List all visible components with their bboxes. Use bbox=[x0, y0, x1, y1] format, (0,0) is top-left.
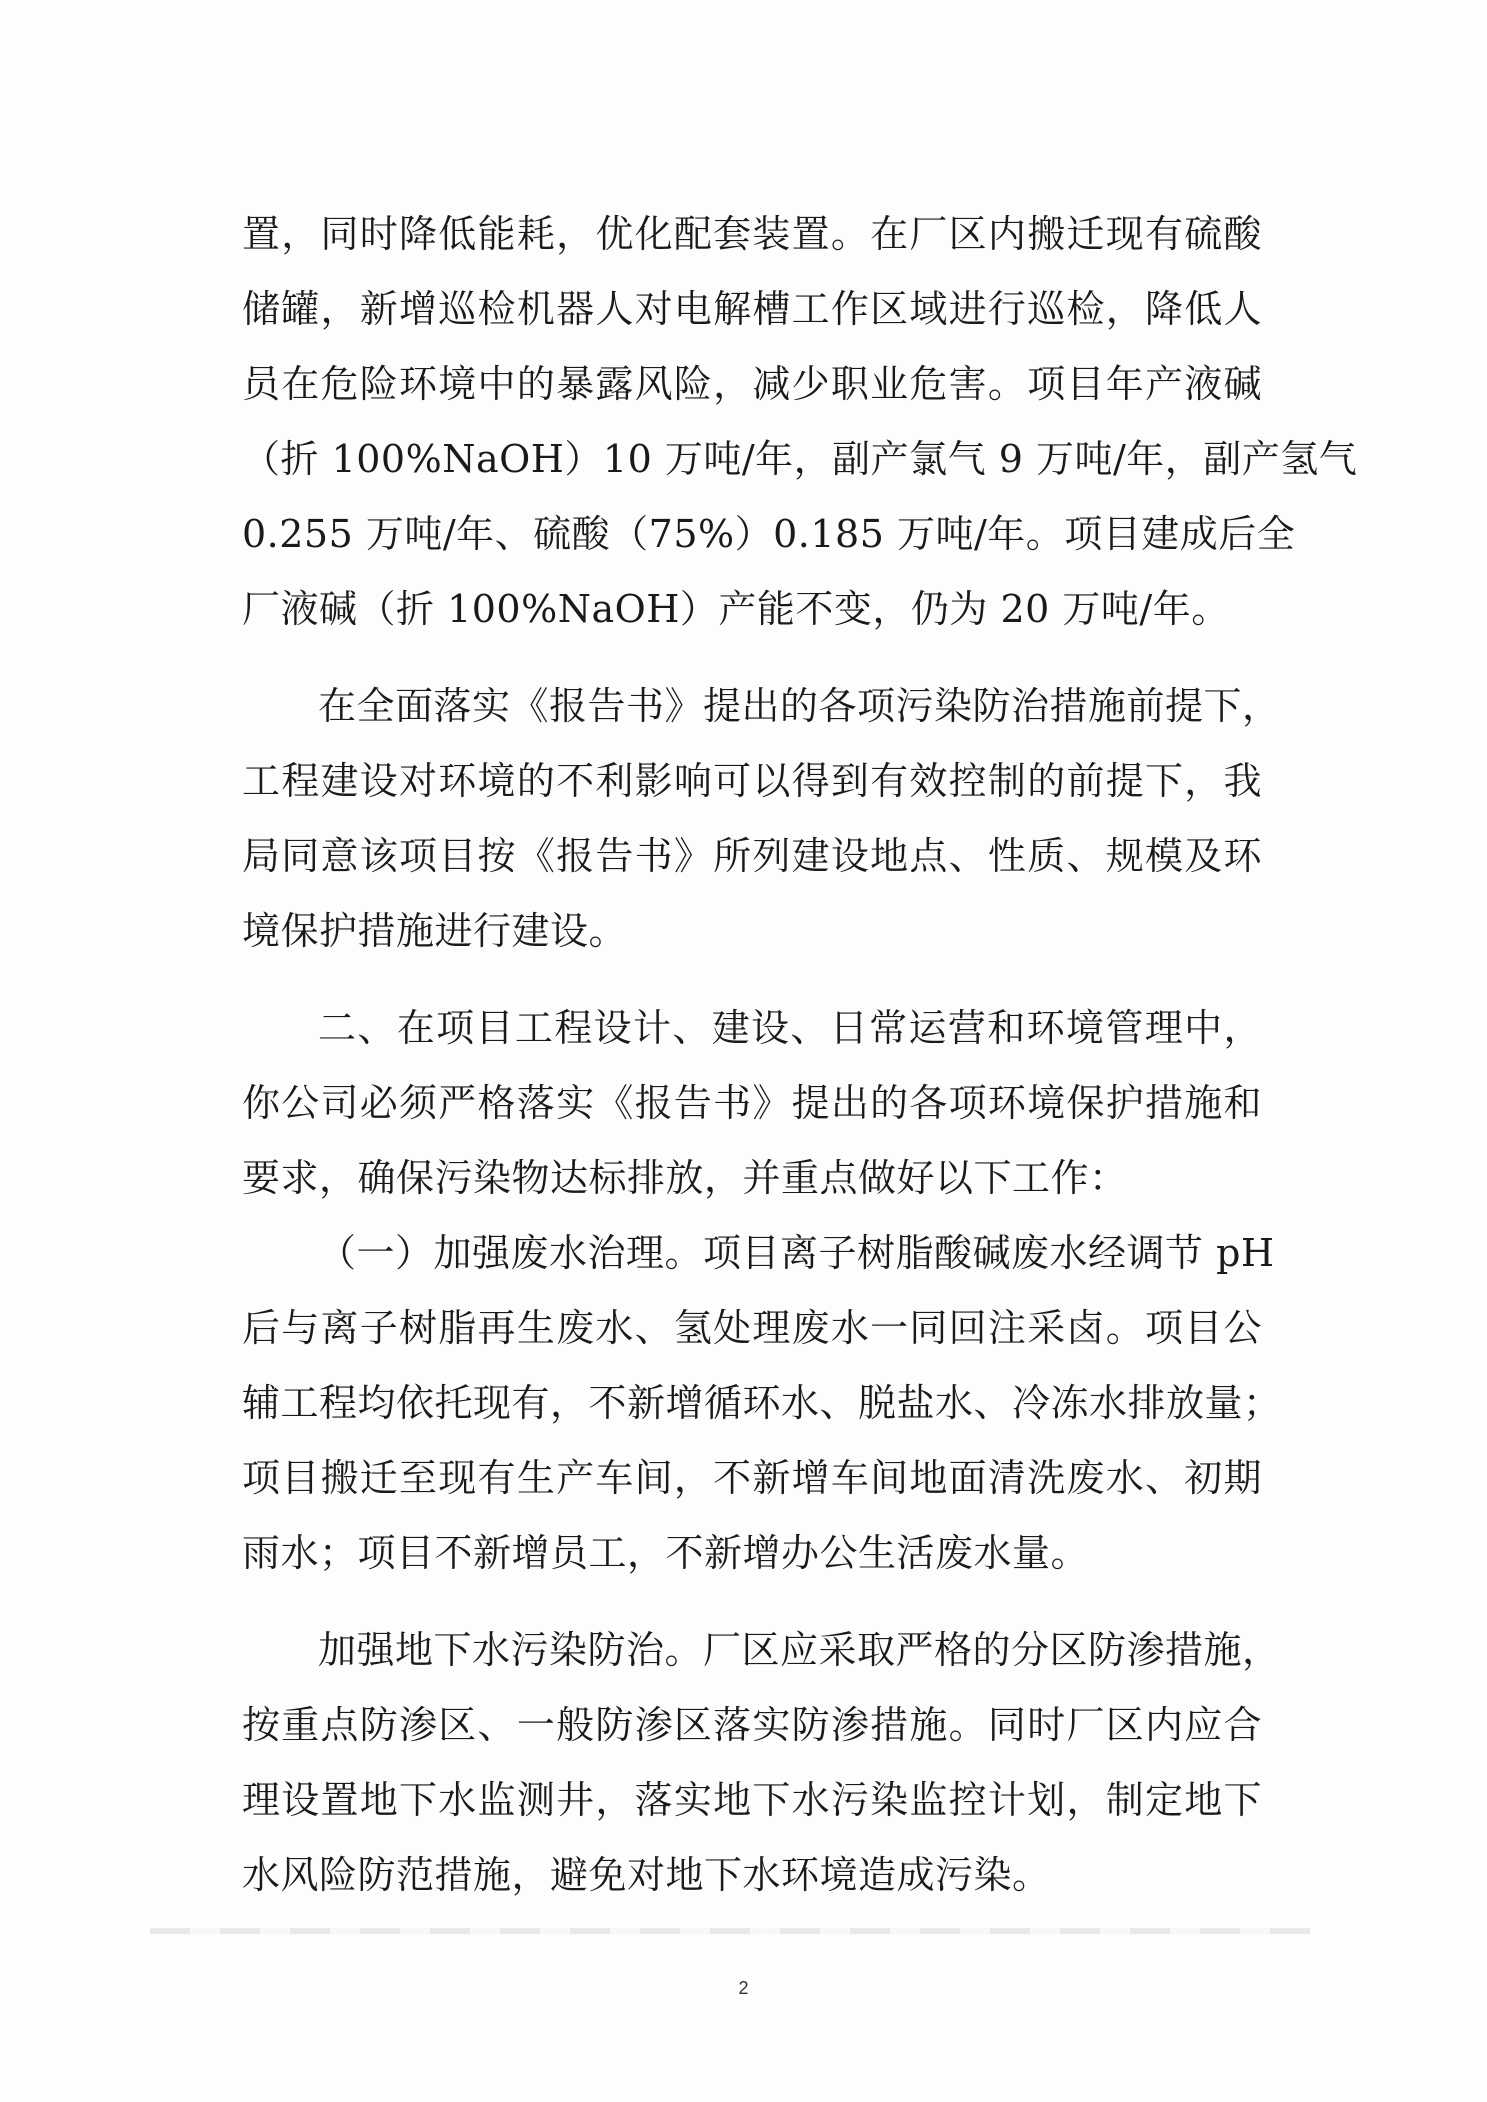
paragraph-1 bbox=[242, 197, 1358, 647]
text-line: 加强地下水污染防治。厂区应采取严格的分区防渗措施， bbox=[318, 1628, 1281, 1672]
text-line: 员在危险环境中的暴露风险，减少职业危害。项目年产液碱 bbox=[242, 362, 1262, 406]
text-line: 水风险防范措施，避免对地下水环境造成污染。 bbox=[242, 1853, 1051, 1897]
paragraph-3 bbox=[242, 991, 1262, 1216]
text-line: 按重点防渗区、一般防渗区落实防渗措施。同时厂区内应合 bbox=[242, 1703, 1262, 1747]
text-line: 工程建设对环境的不利影响可以得到有效控制的前提下，我 bbox=[242, 759, 1262, 803]
text-line: 置，同时降低能耗，优化配套装置。在厂区内搬迁现有硫酸 bbox=[242, 212, 1262, 256]
text-line: 项目搬迁至现有生产车间，不新增车间地面清洗废水、初期 bbox=[242, 1456, 1262, 1500]
text-line: 局同意该项目按《报告书》所列建设地点、性质、规模及环 bbox=[242, 834, 1262, 878]
text-line: 辅工程均依托现有，不新增循环水、脱盐水、冷冻水排放量； bbox=[242, 1381, 1282, 1425]
text-line: 要求，确保污染物达标排放，并重点做好以下工作： bbox=[242, 1156, 1128, 1200]
paragraph-4 bbox=[242, 1216, 1282, 1591]
text-line: （折 100%NaOH）10 万吨/年，副产氯气 9 万吨/年，副产氢气 bbox=[242, 437, 1358, 481]
text-line: 你公司必须严格落实《报告书》提出的各项环境保护措施和 bbox=[242, 1081, 1262, 1125]
text-line: 储罐，新增巡检机器人对电解槽工作区域进行巡检，降低人 bbox=[242, 287, 1262, 331]
text-line: 0.255 万吨/年、硫酸（75%）0.185 万吨/年。项目建成后全 bbox=[242, 512, 1296, 556]
paragraph-2 bbox=[242, 669, 1281, 969]
page-number: 2 bbox=[738, 1978, 749, 1998]
text-line: 在全面落实《报告书》提出的各项污染防治措施前提下， bbox=[318, 684, 1281, 728]
text-line: 理设置地下水监测井，落实地下水污染监控计划，制定地下 bbox=[242, 1778, 1262, 1822]
text-line: （一）加强废水治理。项目离子树脂酸碱废水经调节 pH bbox=[318, 1231, 1275, 1275]
scan-artifact-stripe bbox=[150, 1928, 1310, 1934]
text-line: 二、在项目工程设计、建设、日常运营和环境管理中， bbox=[318, 1006, 1262, 1050]
text-line: 境保护措施进行建设。 bbox=[242, 909, 628, 953]
text-line: 雨水；项目不新增员工，不新增办公生活废水量。 bbox=[242, 1531, 1090, 1575]
text-line: 后与离子树脂再生废水、氢处理废水一同回注采卤。项目公 bbox=[242, 1306, 1262, 1350]
document-body bbox=[242, 197, 1358, 1913]
text-line: 厂液碱（折 100%NaOH）产能不变，仍为 20 万吨/年。 bbox=[242, 587, 1230, 631]
paragraph-5 bbox=[242, 1613, 1281, 1913]
